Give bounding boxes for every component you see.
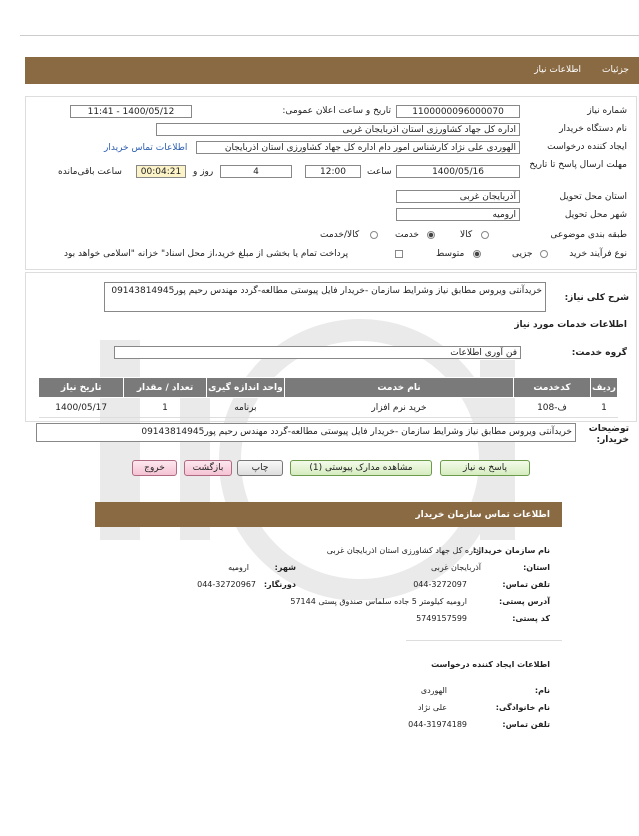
cell-qty: 1 [124, 398, 206, 418]
header-tab[interactable]: اطلاعات نیاز [534, 65, 581, 75]
summary-text: خریدآنتی ویروس مطابق نیاز وشرایط سازمان -خریدار فایل پیوستی مطالعه-گردد مهندس رحیم پور09143814945 [104, 282, 546, 312]
process-medium-radio[interactable] [473, 250, 481, 258]
category-label: طبقه بندی موضوعی [550, 230, 627, 240]
need-number-label: شماره نیاز [587, 106, 627, 116]
exit-button[interactable]: خروج [132, 460, 177, 476]
creator-field: الهوردی علی نژاد کارشناس امور دام اداره کل جهاد کشاورزی استان اذربایجان [196, 141, 520, 154]
days-label: روز و [193, 167, 214, 177]
category-both-radio[interactable] [370, 231, 378, 239]
contact-address: ارومیه کیلومتر 5 جاده سلماس صندوق پستی 57144 [290, 597, 467, 606]
deadline-date-field: 1400/05/16 [396, 165, 520, 178]
cell-code: ف-108 [513, 398, 590, 418]
header-title[interactable]: جزئیات [602, 65, 629, 75]
buyer-contact-link[interactable]: اطلاعات تماس خریدار [104, 143, 188, 153]
col-qty: تعداد / مقدار [124, 378, 206, 398]
services-title: اطلاعات خدمات مورد نیاز [514, 320, 627, 330]
cell-unit: برنامه [206, 398, 284, 418]
creator-phone-label: تلفن تماس: [502, 720, 550, 729]
deadline-time-field: 12:00 [305, 165, 361, 178]
buyer-label: نام دستگاه خریدار [559, 124, 627, 134]
back-button[interactable]: بازگشت [184, 460, 232, 476]
col-code: کدخدمت [513, 378, 590, 398]
time-label: ساعت [367, 167, 392, 177]
creator-info-title: اطلاعات ایجاد کننده درخواست [431, 660, 550, 669]
contact-phone: 044-3272097 [413, 580, 467, 589]
attachments-button[interactable]: مشاهده مدارک پیوستی (1) [290, 460, 432, 476]
creator-phone: 044-31974189 [408, 720, 467, 729]
col-row: ردیف [591, 378, 618, 398]
payment-checkbox[interactable] [395, 250, 403, 258]
print-button[interactable]: چاپ [237, 460, 283, 476]
top-divider [20, 35, 639, 36]
header-bar [25, 57, 639, 84]
process-medium-label: متوسط [436, 249, 465, 259]
contact-city-label: شهر: [274, 563, 296, 572]
contact-fax: 044-32720967 [197, 580, 256, 589]
contact-province: آذربایجان غربی [430, 563, 481, 572]
contact-address-label: آدرس پستی: [499, 597, 550, 606]
category-goods-label: کالا [460, 230, 473, 240]
remaining-label: ساعت باقی‌مانده [58, 167, 122, 177]
buyer-field: اداره کل جهاد کشاورزی استان اذربایجان غربی [156, 123, 520, 136]
service-group-label: گروه خدمت: [571, 348, 627, 358]
contact-fax-label: دورنگار: [263, 580, 296, 589]
province-label: استان محل تحویل [559, 192, 627, 202]
city-field: ارومیه [396, 208, 520, 221]
days-field: 4 [220, 165, 292, 178]
cell-row: 1 [591, 398, 618, 418]
category-service-radio[interactable] [427, 231, 435, 239]
creator-name-label: نام: [534, 686, 550, 695]
summary-label: شرح کلی نیاز: [564, 293, 629, 303]
col-unit: واحد اندازه گیری [206, 378, 284, 398]
contact-divider [406, 640, 562, 641]
announce-field: 1400/05/12 - 11:41 [70, 105, 192, 118]
category-both-label: کالا/خدمت [320, 230, 360, 240]
announce-label: تاریخ و ساعت اعلان عمومی: [282, 106, 391, 116]
buyer-notes-label: توضیحات خریدار: [588, 424, 629, 445]
col-name: نام خدمت [285, 378, 514, 398]
contact-org: اداره کل جهاد کشاورزی استان اذربایجان غربی [326, 546, 481, 555]
process-partial-radio[interactable] [540, 250, 548, 258]
province-field: آذربایجان غربی [396, 190, 520, 203]
contact-city: ارومیه [228, 563, 249, 572]
reply-button[interactable]: پاسخ به نیاز [440, 460, 530, 476]
cell-name: خرید نرم افزار [285, 398, 514, 418]
table-row [39, 398, 618, 418]
contact-phone-label: تلفن تماس: [502, 580, 550, 589]
contact-title: اطلاعات تماس سازمان خریدار [415, 510, 550, 520]
creator-family-label: نام خانوادگی: [495, 703, 550, 712]
contact-org-label: نام سازمان خریدار: [473, 546, 550, 555]
category-goods-radio[interactable] [481, 231, 489, 239]
category-service-label: خدمت [395, 230, 419, 240]
process-partial-label: جزیی [512, 249, 533, 259]
process-label: نوع فرآیند خرید [569, 249, 627, 259]
services-table [38, 377, 618, 418]
service-group-field: فن آوری اطلاعات [114, 346, 521, 359]
payment-note: پرداخت تمام یا بخشی از مبلغ خرید،از محل اسناد" خزانه "اسلامی خواهد بود [64, 249, 349, 259]
need-number-field: 1100000096000070 [396, 105, 520, 118]
cell-date: 1400/05/17 [39, 398, 124, 418]
buyer-notes-text: خریدآنتی ویروس مطابق نیاز وشرایط سازمان -خریدار فایل پیوستی مطالعه-گردد مهندس رحیم پور09143814945 [36, 423, 576, 442]
contact-postal: 5749157599 [416, 614, 467, 623]
col-date: تاریخ نیاز [39, 378, 124, 398]
contact-header [95, 502, 562, 527]
contact-province-label: استان: [523, 563, 550, 572]
creator-label: ایجاد کننده درخواست [547, 142, 627, 152]
creator-name: الهوردی [420, 686, 447, 695]
creator-family: علی نژاد [417, 703, 447, 712]
deadline-label: مهلت ارسال پاسخ تا تاریخ [529, 160, 627, 170]
remaining-field: 00:04:21 [136, 165, 186, 178]
contact-postal-label: کد پستی: [512, 614, 550, 623]
city-label: شهر محل تحویل [564, 210, 627, 220]
